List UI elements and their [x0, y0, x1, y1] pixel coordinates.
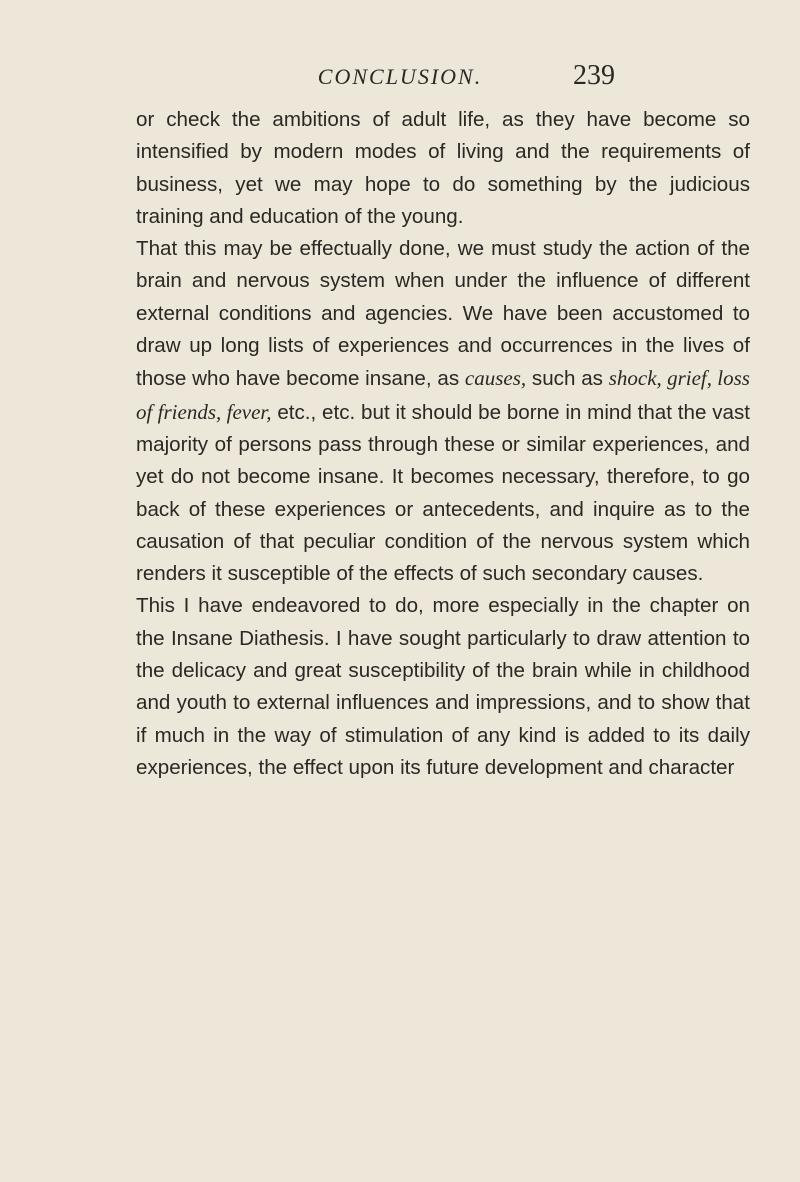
text-run: or check the ambitions of adult life, as they have become so intensified by modern modes of living and the requirements of business, yet we may hope to do something by the judicious training and education of the young.	[136, 108, 750, 228]
text-run: That this may be effectually done, we must study the action of the brain and nervous system when under the influence of different external conditions and agencies. We have been accustomed to draw up long lists of experiences and occurrences in the lives of those who have become insane, as	[136, 237, 750, 391]
body-text	[136, 104, 750, 784]
paragraph-2	[136, 233, 750, 590]
paragraph-1	[136, 104, 750, 233]
chapter-title: CONCLUSION.	[317, 64, 483, 89]
page-number: 239	[573, 60, 615, 91]
italic-run: shock, grief, loss of friends, fever,	[136, 366, 750, 424]
italic-run: causes,	[464, 366, 527, 391]
running-header	[0, 60, 800, 100]
text-run: such as	[526, 367, 609, 391]
paragraph-3	[136, 590, 750, 784]
text-run: etc., etc. but it should be borne in mind that the vast majority of persons pass through these or similar experiences, and yet do not become insane. It becomes necessary, therefore, to go back of these experiences or antecedents, and inquire as to the causation of that peculiar condition of the nervous system which renders it susceptible of the effects of such secondary causes.	[136, 400, 750, 586]
text-run: This I have endeavored to do, more especially in the chapter on the Insane Diathesis. I have sought particularly to draw attention to the delicacy and great susceptibility of the brain while in childhood and youth to external influences and impressions, and to show that if much in the way of stimulation of any kind is added to its daily experiences, the effect upon its future development and character	[136, 594, 750, 779]
